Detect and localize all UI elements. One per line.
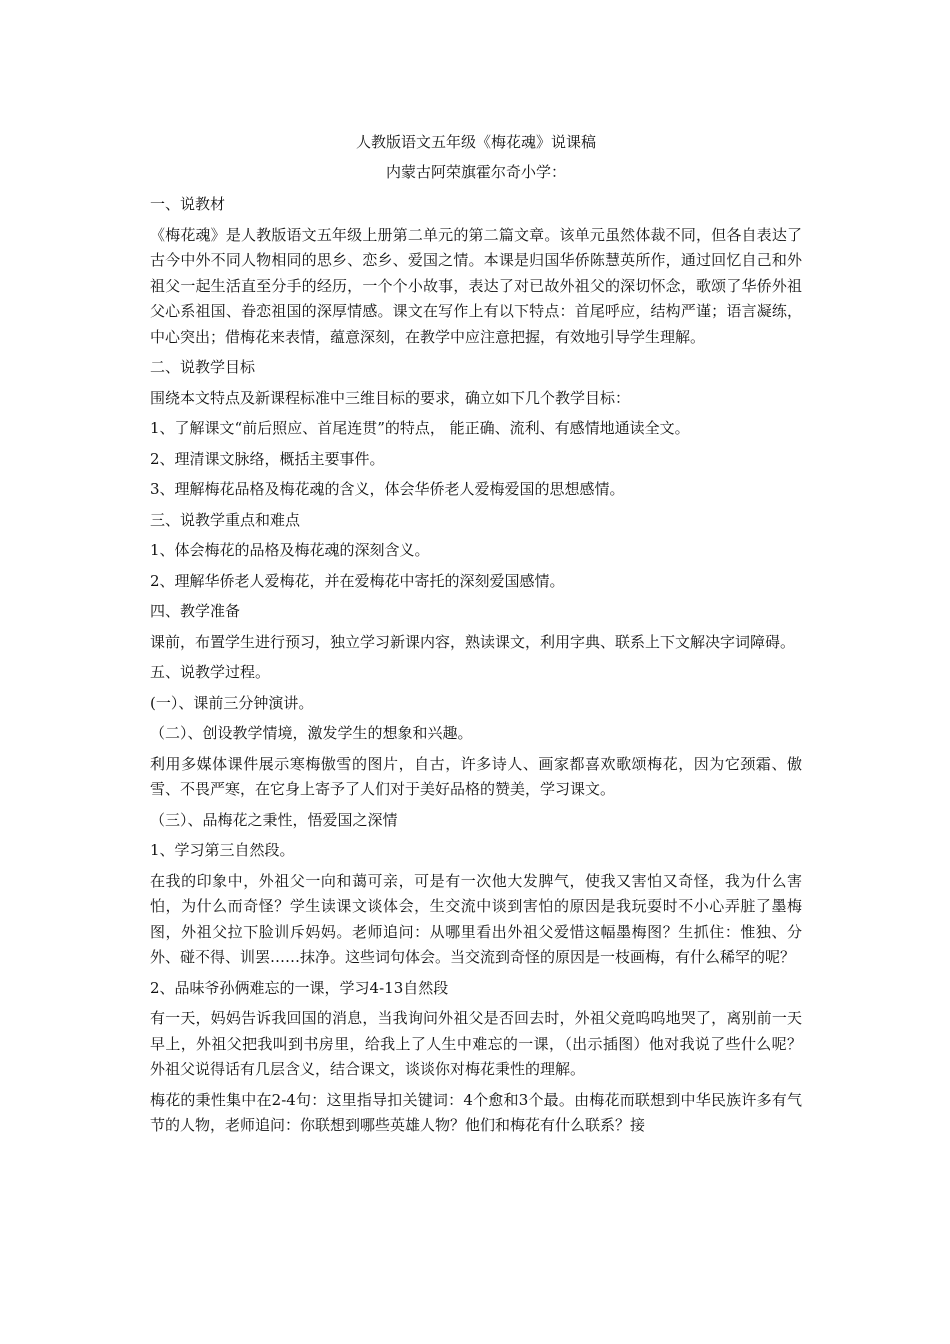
paragraph: （二）、创设教学情境，激发学生的想象和兴趣。 [150, 724, 473, 742]
paragraph: 3、理解梅花品格及梅花魂的含义，体会华侨老人爱梅爱国的思想感情。 [150, 480, 625, 498]
paragraph: 在我的印象中，外祖父一向和蔼可亲，可是有一次他大发脾气，使我又害怕又奇怪，我为什么害怕，为什么而奇怪？学生读课文谈体会，生交流中谈到害怕的原因是我玩耍时不小心弄脏了墨梅图，外祖父拉下脸训斥妈妈。老师追问：从哪里看出外祖父爱惜这幅墨梅图？生抓住：惟独、分外、碰不得、训罢……抹净。这些词句体会。当交流到奇怪的原因是一枝画梅，有什么稀罕的呢？ [150, 871, 802, 966]
paragraph: 1、体会梅花的品格及梅花魂的深刻含义。 [150, 541, 430, 559]
paragraph: 梅花的秉性集中在2-4句：这里指导扣关键词：4个愈和3个最。由梅花而联想到中华民族许多有气节的人物，老师追问：你联想到哪些英雄人物？他们和梅花有什么联系？接 [150, 1090, 802, 1134]
paragraph: 利用多媒体课件展示寒梅傲雪的图片，自古，许多诗人、画家都喜欢歌颂梅花，因为它颈霜、傲雪、不畏严寒，在它身上寄予了人们对于美好品格的赞美，学习课文。 [150, 754, 802, 798]
section-heading: 五、说教学过程。 [150, 663, 271, 681]
section-heading: 四、教学准备 [150, 602, 241, 620]
section-heading: 一、说教材 [150, 195, 226, 213]
document-body [150, 192, 802, 1139]
paragraph: 课前，布置学生进行预习，独立学习新课内容，熟读课文，利用字典、联系上下文解决字词障碍。 [150, 632, 796, 651]
section-heading: 二、说教学目标 [150, 358, 256, 376]
paragraph: （三）、品梅花之秉性，悟爱国之深情 [150, 810, 398, 829]
document-title: 人教版语文五年级《梅花魂》说课稿 [355, 133, 596, 151]
paragraph: 围绕本文特点及新课程标准中三维目标的要求，确立如下几个教学目标： [150, 388, 631, 407]
section-heading: 三、说教学重点和难点 [150, 510, 301, 529]
paragraph: 2、理解华侨老人爱梅花，并在爱梅花中寄托的深刻爱国感情。 [150, 571, 565, 590]
document-page [150, 128, 802, 1144]
paragraph: 1、学习第三自然段。 [150, 841, 295, 859]
paragraph: 2、品味爷孙俩难忘的一课，学习4-13自然段 [150, 978, 449, 997]
paragraph: (一）、课前三分钟演讲。 [150, 693, 314, 712]
document-subtitle: 内蒙古阿荣旗霍尔奇小学： [385, 163, 566, 181]
paragraph: 1、了解课文“前后照应、首尾连贯”的特点， 能正确、流利、有感情地通读全文。 [150, 419, 690, 437]
paragraph: 有一天，妈妈告诉我回国的消息，当我询问外祖父是否回去时，外祖父竟呜呜地哭了，离别前一天早上，外祖父把我叫到书房里，给我上了人生中难忘的一课，（出示插图）他对我说了些什么呢？外祖父说得话有几层含义，结合课文，谈谈你对梅花秉性的理解。 [150, 1009, 802, 1078]
paragraph: 《梅花魂》是人教版语文五年级上册第二单元的第二篇文章。该单元虽然体裁不同，但各自表达了古今中外不同人物相同的思乡、恋乡、爱国之情。本课是归国华侨陈慧英所作，通过回忆自己和外祖父一起生活直至分手的经历，一个个小故事，表达了对已故外祖父的深切怀念，歌颂了华侨外祖父心系祖国、眷恋祖国的深厚情感。课文在写作上有以下特点：首尾呼应，结构严谨；语言凝练，中心突出；借梅花来表情，蕴意深刻，在教学中应注意把握，有效地引导学生理解。 [150, 225, 802, 346]
paragraph: 2、理清课文脉络，概括主要事件。 [150, 449, 385, 468]
